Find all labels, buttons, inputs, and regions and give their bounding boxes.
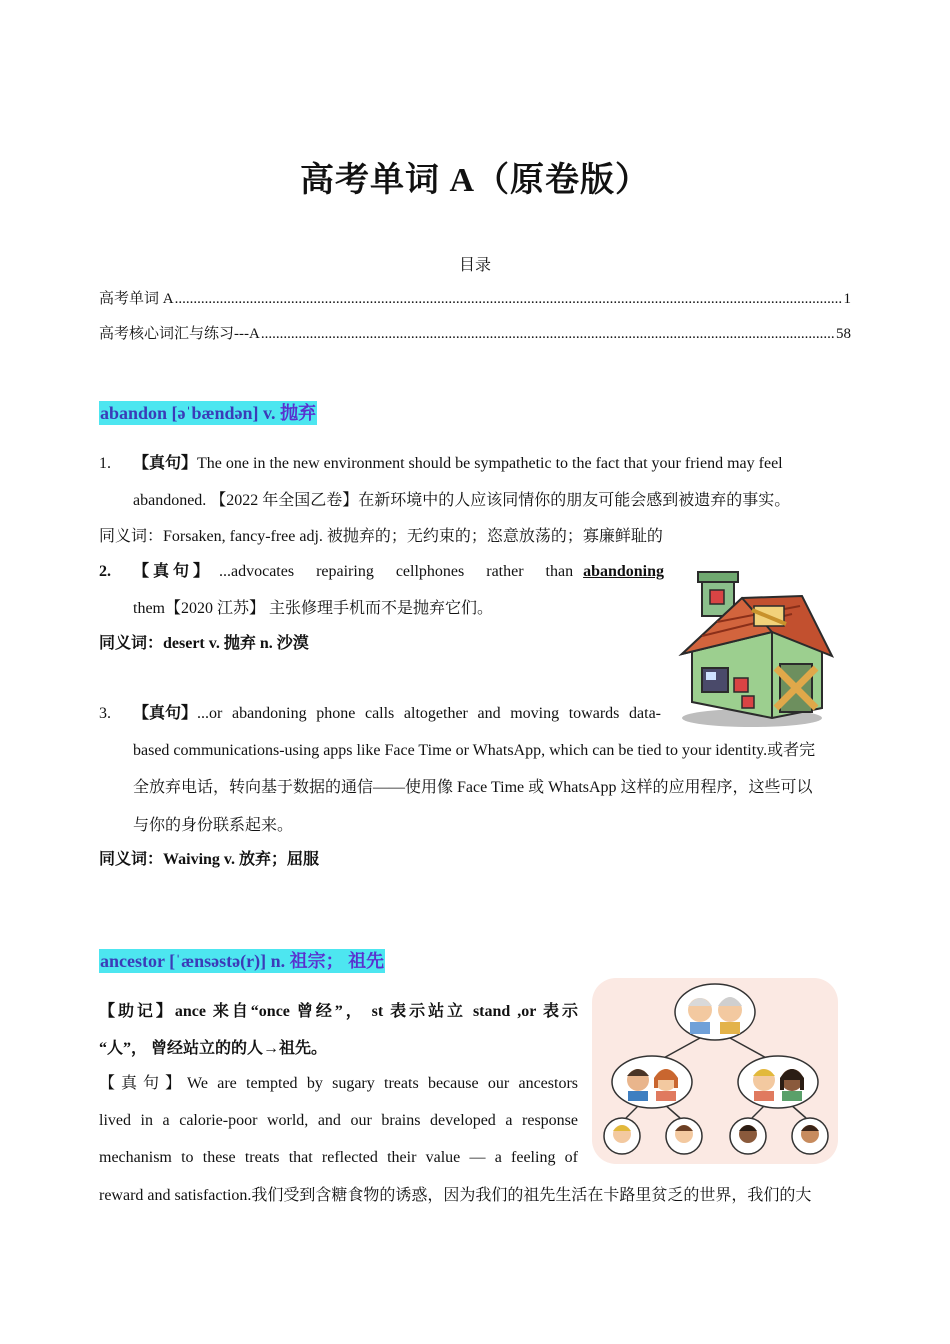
toc-entry-label[interactable]: 高考核心词汇与练习---A xyxy=(99,326,260,342)
example-number: 1. xyxy=(99,455,111,472)
example-text: abandoned. 【2022 年全国乙卷】在新环境中的人应该同情你的朋友可能会感到被遗弃的事实。 xyxy=(133,492,791,509)
headword-meaning: 抛弃 xyxy=(280,403,317,423)
headword-text: ancestor [ˈænsəstə(r)] n. xyxy=(100,951,286,971)
example-sentence xyxy=(99,1065,578,1102)
family-tree-illustration xyxy=(590,976,840,1168)
example-tag: 【真句】 xyxy=(133,705,198,722)
example-tag: 【 真 句 】 xyxy=(133,563,210,580)
headword-text: abandon [əˈbændən] v. xyxy=(100,403,276,423)
example-tag: 【真句】 xyxy=(99,1075,188,1092)
toc-entry-label[interactable]: 高考单词 A xyxy=(99,291,174,307)
toc-leader-dots xyxy=(261,326,835,343)
example-text: based communications-using apps like Face Time or WhatsApp, which can be tied to your identity.或者完 xyxy=(133,742,816,759)
example-text: We are tempted by sugary treats because our ancestors xyxy=(187,1075,578,1092)
example-sentence xyxy=(133,695,661,732)
example-sentence xyxy=(133,445,783,482)
example-text: reward and satisfaction.我们受到含糖食物的诱惑，因为我们的祖先生活在卡路里贫乏的世界，我们的大 xyxy=(99,1187,812,1204)
example-text: 与你的身份联系起来。 xyxy=(133,817,294,834)
toc-leader-dots xyxy=(175,291,843,308)
example-text: 全放弃电话，转向基于数据的通信——使用像 Face Time 或 WhatsApp 这样的应用程序，这些可以 xyxy=(133,779,813,796)
example-number: 2. xyxy=(99,563,111,580)
toc-entry-page[interactable]: 58 xyxy=(836,326,851,342)
page-title: 高考单词 A（原卷版） xyxy=(299,162,651,199)
headword-meaning: 祖宗； 祖先 xyxy=(289,951,385,971)
example-sentence xyxy=(133,553,664,590)
synonyms: 同义词：desert v. 抛弃 n. 沙漠 xyxy=(99,635,309,652)
example-text: ...advocates repairing cellphones rather than xyxy=(218,563,574,580)
abandoned-house-illustration xyxy=(672,568,838,732)
example-text: The one in the new environment should be sympathetic to the fact that your friend may feel xyxy=(197,455,783,472)
example-tag: 【真句】 xyxy=(133,455,198,472)
toc-entry[interactable] xyxy=(99,287,851,308)
toc-heading: 目录 xyxy=(458,257,491,274)
example-text: mechanism to these treats that reflected their value — a feeling of xyxy=(99,1149,578,1166)
synonyms: 同义词：Forsaken, fancy-free adj. 被抛弃的；无约束的；恣意放荡的；寡廉鲜耻的 xyxy=(99,528,663,545)
toc-entry-page[interactable]: 1 xyxy=(843,291,851,307)
example-text: ...or abandoning phone calls altogether and moving towards data- xyxy=(197,705,661,722)
mnemonic: “人”， 曾经站立的的人→祖先。 xyxy=(99,1040,328,1057)
mnemonic: 【助记】ance 来自“once 曾经”， st 表示站立 stand ,or 表示 xyxy=(99,1003,578,1020)
headword-ancestor xyxy=(99,949,385,973)
headword-abandon xyxy=(99,401,317,425)
example-text: them【2020 江苏】 主张修理手机而不是抛弃它们。 xyxy=(133,600,493,617)
example-text: lived in a calorie-poor world, and our brains developed a response xyxy=(99,1112,578,1129)
synonyms: 同义词：Waiving v. 放弃；屈服 xyxy=(99,851,320,868)
example-number: 3. xyxy=(99,705,111,722)
key-word: abandoning xyxy=(583,563,664,580)
toc-entry[interactable] xyxy=(99,322,851,343)
